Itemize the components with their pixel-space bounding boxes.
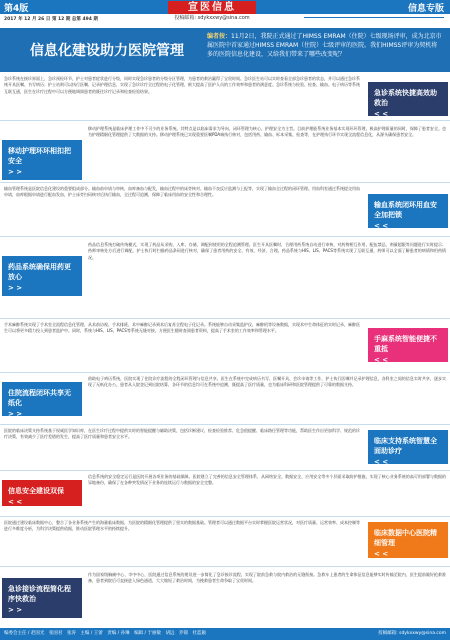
section-text-clinical-support: 医院的临床决策支持系统基于权威医学知识库，在医生诊疗过程中提供实时的智能提醒与辅助决策，包括诊断建议、检查检验推荐、危急值提醒、临床路径管理等功能，帮助医生作出更加科学、规范的诊疗决策，有效减少了医疗差错的发生，提高了医疗质量和患者安全水平。 [4,428,360,440]
section-question: 临床数据中心医院精细管理 [374,529,437,547]
section-question: 输血系统闭环用血安全加把锁 [374,201,437,219]
section-text-inpatient: 借助电子病历系统，医院实现了住院诊疗流程的全程闭环管理与信息共享。医生在系统中完成病历书写、医嘱开具、会诊申请等工作，护士执行医嘱并记录护理信息，各科室之间的信息实时共享，逐步实现了无纸化办公。患者从入院登记到出院结算，各环节的信息均可在系统中追溯，既提高了医疗质量，也为临床科研和医院管理提供了可靠的数据支持。 [88,376,446,388]
divider [0,318,450,319]
hero-banner [0,28,450,72]
arrows-icon: < < [8,498,23,506]
arrows-icon: < < [374,222,389,230]
hero-title: 信息化建设助力医院管理 [30,43,184,59]
section-band-clinical-support [368,430,448,464]
issue-number: 第4版 [4,4,29,14]
footer [0,628,450,640]
section-text-anesthesia: 手术麻醉系统实现了手术室全流程信息化管理，从术前访视、手术排班、术中麻醉记录到术后复苏全程电子化记录。系统能够自动采集监护仪、麻醉机等设备数据，实现术中生命体征的实时记录，麻醉医生可以将更多精力投入到患者监护中。同时，系统与HIS、LIS、PACS等系统无缝对接，方便医生随时查阅患者资料，提高了手术室的工作效率和管理水平。 [4,322,360,334]
section-band-anesthesia [368,328,448,362]
editor-text: 11月2日，我院正式通过了HIMSS EMRAM（住院）七级现场评审，成为北京市属医院中首家通过HIMSS EMRAM（住院）七级评审的医院。我们HIMSS评审为契机将多的医院信息化建设，又给我们带来了哪些改变呢？ [207,33,442,58]
section-question: 药品系统确保用药更放心 [8,263,71,281]
arrows-icon: > > [8,168,23,176]
masthead-url: 投稿邮箱: sdykxxwy@sina.com [168,14,256,22]
arrows-icon: < < [374,356,389,364]
editor-label: 编者按： [207,33,232,40]
divider [0,424,450,425]
section-band-emergency [368,82,448,116]
section-question: 临床支持系统智慧全面助诊疗 [374,437,437,455]
section-band-inpatient [2,382,82,416]
dateline-rule [304,17,444,18]
masthead-title: 宣医信息 [168,1,256,14]
section-question: 信息安全建设双保 [8,487,64,495]
section-question: 急诊接诊流程简化程序快救治 [8,585,71,603]
arrows-icon: < < [374,458,389,466]
section-text-nursing: 移动护理系统是临床护理工作中不可少的业务系统。其特点是以临床需求为导向，闭环管理为核心，护理安全为主旨。目前护理能系统业务基本实现环环管理，极高护理质量的同时，保障了患者安全。也为护理精细化管理提供了大数据的支持。移动护理系统已实现重要医嘱PDA端执行核对，包括用药、输血、标本采集、检查等，在护理执行环节实现全流程信息化，从源头确保患者安全。 [88,126,446,138]
section-text-data-center: 医院通过建设临床数据中心，整合了各业务系统产生的海量临床数据，为医院的精细化管理提供了坚实的数据基础。管理者可以通过数据平台实时掌握医院运营状况，对医疗质量、运营效率、成本控制等进行多维度分析，为科学决策提供依据，推动医院管理水平的持续提升。 [4,520,360,532]
masthead-logo [168,1,256,22]
arrows-icon: > > [8,284,23,292]
arrows-icon: < < [374,110,389,118]
section-text-emergency: 急诊系统在接诊界面上，急诊预检环节，护士对患者症状进行分级，同时实现急诊患者的分级分区管理，为患者的救治赢得了宝贵时间。急诊医生站可以实时查看全部急诊患者的状态，并可以通过急诊系统开具医嘱、书写病历；护士站则可以执行医嘱、记录护理信息，实现了急诊诊疗全过程的电子化管理，极大提高了医护人员的工作效率和患者的满意度。急诊系统与检验、检查、输血、电子病历等系统互联互通，医生在诊疗过程中可以方便地调阅患者的既往诊疗记录和检查检验结果。 [4,76,360,94]
dateline: 2017 年 12 月 26 日 第 12 期 总第 494 期 [4,17,98,22]
divider [0,182,450,183]
arrows-icon: < < [374,550,389,558]
section-question: 急诊系统快捷高效助救治 [374,89,437,107]
section-text-emergency-flow: 作为国家级胸痛中心、卒中中心，医院通过信息系统的建设进一步简化了急诊接诊流程，实现了院前急救与院内救治的无缝衔接。急救车上患者的生命体征信息能够实时传输至院内，医生提前做好抢救准备，患者到院后可直接进入绿色通道，大大缩短了救治时间，为挽救患者生命争取了宝贵时间。 [88,572,446,584]
section-question: 手麻系统智能便捷不重抵 [374,335,437,353]
section-name: 信息专版 [407,4,444,14]
section-band-nursing [2,140,82,180]
section-question: 移动护理环环相扣把安全 [8,147,71,165]
arrows-icon: > > [8,410,23,418]
editor-note [207,32,443,59]
arrows-icon: > > [8,606,23,614]
divider [0,470,450,471]
section-text-blood: 输血管理系统是医院信息化建设的重要组成部分。输血前申请与审核，血库备血与配发，输血过程中的床旁核对、输血不良反应监测与上报等，实现了输血全过程的闭环管理。用血科室通过系统提交用血申请，血库根据申请进行配血发血，护士床旁扫码核对后执行输血，全过程可追溯，保障了临床用血的安全性和合理性。 [4,186,360,198]
divider [0,372,450,373]
section-band-data-center [368,522,448,558]
divider [0,120,450,121]
divider [0,566,450,567]
section-question: 住院流程闭环共享无纸化 [8,389,71,407]
section-band-emergency-flow [2,578,82,618]
footer-email: 投稿邮箱: sdykxxwy@sina.com [378,631,446,636]
section-band-medicine [2,256,82,296]
divider [0,516,450,517]
section-band-security [2,480,82,506]
section-text-security: 信息系统的安全稳定运行是医院开展各项业务的基础保障。医院建立了完善的信息安全管理体系，从网络安全、数据安全、应用安全等多个层面采取防护措施，实现了核心业务系统的高可用部署与数据的异地备份，确保了在各种突发情况下业务的连续运行与数据的安全完整。 [88,474,446,486]
footer-staff: 编委会主任 / 赵国光 张国君 张涛 主编 / 王蕾 责编 / 孙琳 编辑 / 于丽敏 胡远 乔锦 杜蓝颖 [4,631,207,636]
divider [0,236,450,237]
section-band-blood [368,194,448,228]
section-text-medicine: 药品信息系统打破传统模式，实现了药品从采购、入库、存储、调配到使用的全程追溯管理。医生开具医嘱时，合理用药系统自动进行审核，对药物相互作用、配伍禁忌、剂量超限等问题进行实时提示；药师审核处方后进行调配，护士执行时扫描药品条码进行核对，确保了患者用药的安全、有效、经济、合理。药品系统与HIS、LIS、PACS等系统实现了互联互通，药师可以全面了解患者的病情和用药情况。 [88,242,446,260]
